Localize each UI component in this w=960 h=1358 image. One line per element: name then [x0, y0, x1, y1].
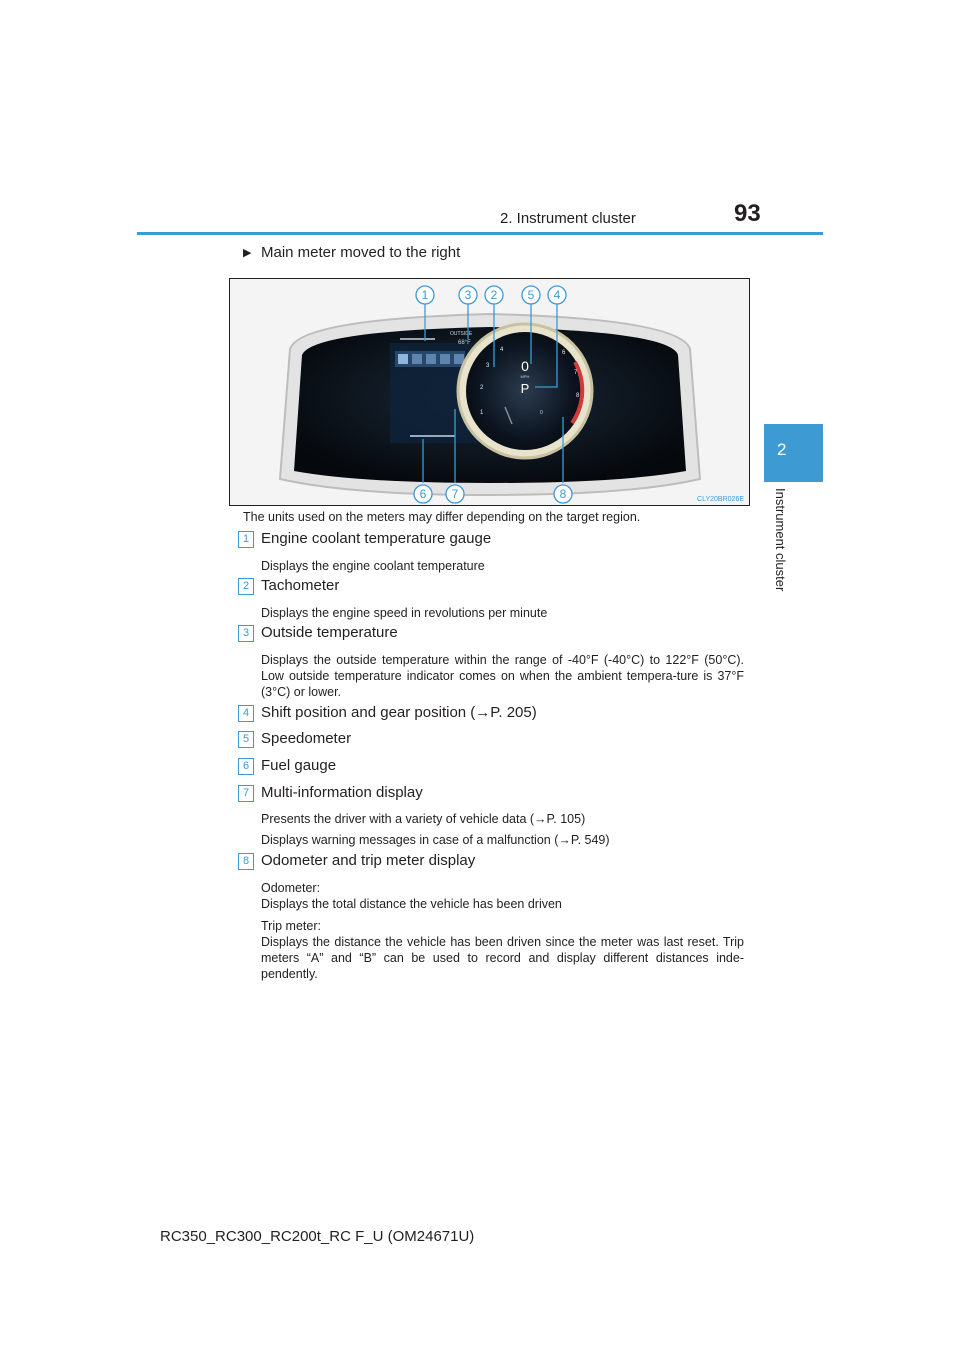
- speed-readout: 0: [521, 358, 529, 374]
- menu-icon: [398, 354, 408, 364]
- header-rule: [137, 232, 823, 235]
- tach-tick-label: 4: [500, 347, 504, 353]
- item-title: Engine coolant temperature gauge: [261, 530, 492, 547]
- item-number-badge: 8: [238, 853, 254, 870]
- tach-tick-label: 1: [480, 410, 484, 416]
- item-title: Tachometer: [261, 577, 340, 594]
- speed-unit: MPH: [520, 374, 530, 379]
- item-number-badge: 2: [238, 578, 254, 595]
- item-number-badge: 1: [238, 531, 254, 548]
- callout-label: 8: [559, 487, 567, 501]
- item-title: Outside temperature: [261, 624, 398, 641]
- callout-label: 7: [451, 487, 459, 501]
- item-number-badge: 3: [238, 625, 254, 642]
- tach-tick-label: 7: [574, 370, 578, 376]
- tach-tick-label: 3: [486, 363, 490, 369]
- bullet-arrow-icon: ▶: [243, 247, 252, 259]
- item-title: Fuel gauge: [261, 757, 337, 774]
- item-title: Odometer and trip meter display: [261, 852, 476, 869]
- page-number: 93: [734, 200, 761, 227]
- item-number-badge: 4: [238, 705, 254, 722]
- shift-position: P: [520, 381, 530, 396]
- callout-label: 4: [553, 288, 561, 302]
- image-code: CLY20BR026E: [697, 496, 744, 503]
- item-title: Shift position and gear position (→P. 205): [261, 704, 537, 721]
- callout-label: 2: [490, 288, 498, 302]
- item-description: Displays warning messages in case of a malfunction (→P. 549): [261, 833, 610, 847]
- item-description: Presents the driver with a variety of vehicle data (→P. 105): [261, 812, 586, 826]
- item-description: Displays the engine speed in revolutions per minute: [261, 606, 548, 620]
- menu-icon: [454, 354, 464, 364]
- item-description: Odometer: Displays the total distance the vehicle has been driven: [261, 881, 562, 911]
- item-title: Multi-information display: [261, 784, 423, 801]
- outside-label: OUTSIDE: [450, 331, 473, 337]
- tach-tick-label: 8: [576, 393, 580, 399]
- menu-icon: [426, 354, 436, 364]
- callout-label: 5: [527, 288, 535, 302]
- item-number-badge: 6: [238, 758, 254, 775]
- outside-temp-value: 68°F: [458, 340, 471, 346]
- callout-label: 3: [464, 288, 472, 302]
- item-number-badge: 7: [238, 785, 254, 802]
- item-title: Speedometer: [261, 730, 352, 747]
- chapter-title: Instrument cluster: [773, 488, 788, 592]
- document-code: RC350_RC300_RC200t_RC F_U (OM24671U): [160, 1228, 475, 1245]
- tach-tick-label: 2: [480, 385, 484, 391]
- item-description: Trip meter: Displays the distance the vehicle has been driven since the meter was last reset. Trip meters “A” and “B” can be used to record and display different distances inde-pendently.: [261, 919, 744, 981]
- chapter-tab: [764, 424, 823, 482]
- callout-label: 6: [419, 487, 427, 501]
- cluster-illustration: [230, 279, 749, 505]
- item-number-badge: 5: [238, 731, 254, 748]
- odometer-readout: 0: [540, 410, 543, 416]
- chapter-number: 2: [777, 440, 787, 459]
- item-description: Displays the outside temperature within the range of -40°F (-40°C) to 122°F (50°C). Low outside temperature indicator comes on when the ambient tempera-ture is 37°F (3°C) or lower.: [261, 653, 744, 699]
- tach-tick-label: 6: [562, 350, 566, 356]
- instrument-cluster-figure: [229, 278, 750, 506]
- menu-icon: [440, 354, 450, 364]
- chapter-title-vertical: [770, 488, 790, 608]
- section-title: 2. Instrument cluster: [500, 210, 636, 227]
- intro-heading: Main meter moved to the right: [261, 244, 461, 261]
- item-description: Displays the engine coolant temperature: [261, 559, 485, 573]
- figure-caption: The units used on the meters may differ depending on the target region.: [243, 510, 641, 524]
- callout-label: 1: [421, 288, 429, 302]
- menu-icon: [412, 354, 422, 364]
